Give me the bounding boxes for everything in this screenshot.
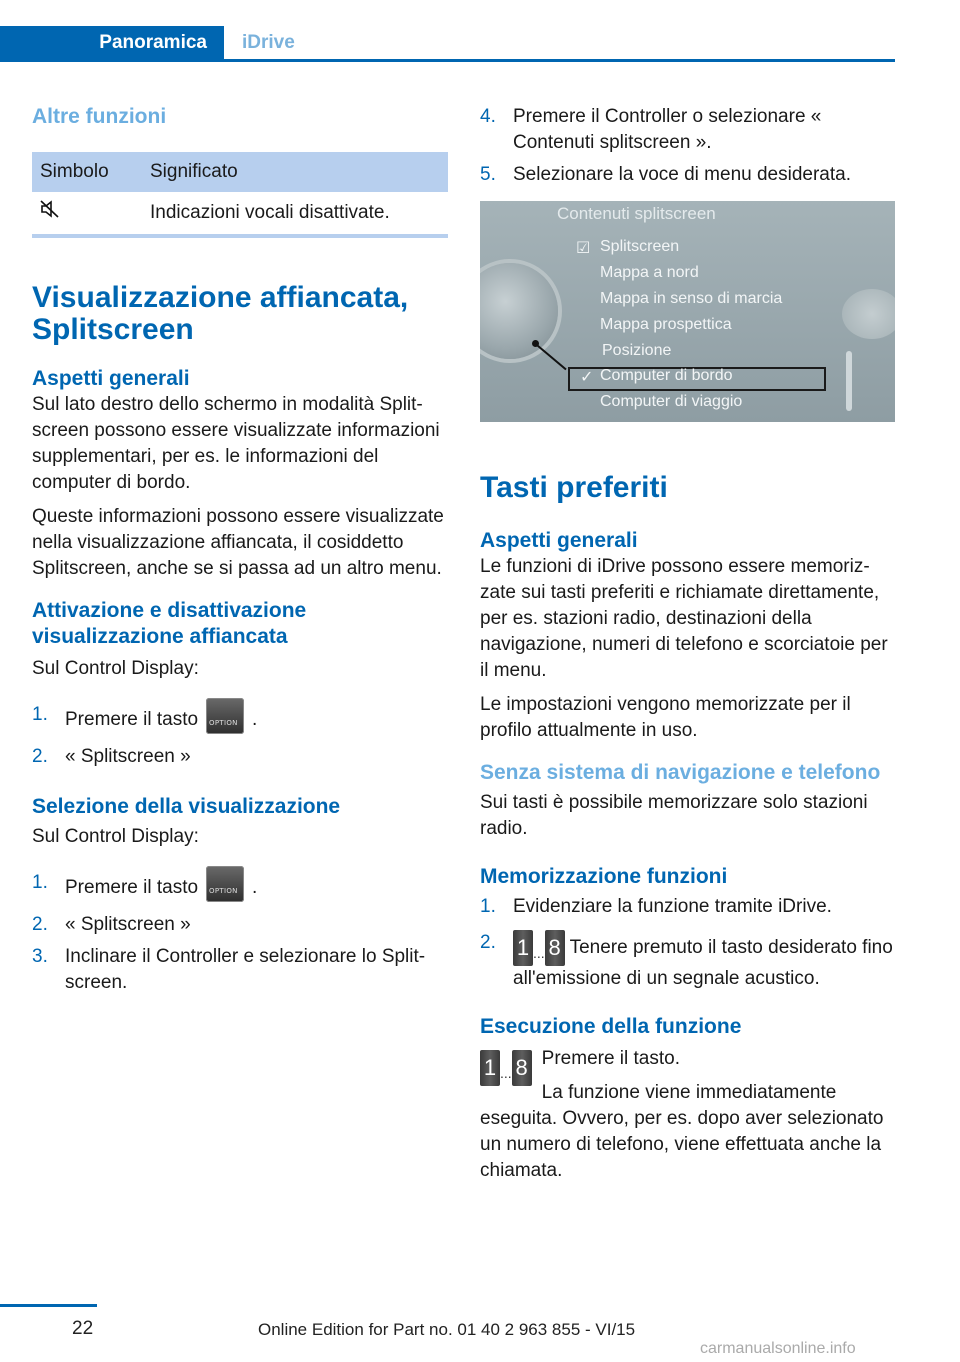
exec-heading: Esecuzione della funzione — [480, 1015, 742, 1038]
list-item: 2. « Splitscreen » — [32, 914, 191, 935]
general-paragraph-1: Sul lato destro dello schermo in modalità Splitscreen possono essere visualizzate informazioni supplementari, per es. le informazioni del computer di bordo. — [32, 394, 440, 493]
splitscreen-menu-screenshot — [480, 201, 895, 422]
menu-item: Computer di bordo — [600, 367, 733, 384]
store-steps — [480, 894, 896, 992]
menu-item: Mappa a nord — [600, 264, 699, 281]
dots: ... — [533, 945, 545, 961]
table-cell-meaning: Indicazioni vocali disattivate. — [142, 192, 448, 236]
list-item: 1. Premere il tasto OPTION . — [32, 702, 448, 738]
right-knob-icon — [842, 289, 895, 339]
table-cell-symbol — [32, 192, 142, 236]
favorites-paragraph-2: Le impostazioni vengono memorizzate per il profilo attualmente in uso. — [480, 694, 851, 741]
menu-item: Mappa prospettica — [600, 316, 732, 333]
page-number: 22 — [72, 1318, 94, 1339]
activation-steps — [32, 702, 448, 770]
controller-knob-icon — [480, 263, 558, 359]
edition-text: Online Edition for Part no. 01 40 2 963 855 - VI/15 — [258, 1320, 636, 1339]
dots: ... — [500, 1065, 512, 1081]
list-item: 5. Selezionare la voce di menu desiderata. — [480, 164, 851, 185]
key-1-icon: 1 — [513, 930, 533, 966]
list-item: 4. Premere il Controller o selezionare « Contenuti splitscreen ». — [480, 106, 822, 153]
menu-item: Mappa in senso di marcia — [600, 290, 783, 307]
right-column — [480, 100, 896, 188]
selection-steps — [32, 870, 448, 996]
selection-intro: Sul Control Display: — [32, 826, 199, 847]
favorites-title: Tasti preferiti — [480, 471, 668, 504]
exec-line-2: La funzione viene immediatamente eseguita. Ovvero, per es. dopo aver selezionato un numero di telefono, viene effettuata anche la chiamata. — [480, 1082, 884, 1181]
option-button-icon: OPTION — [206, 698, 244, 734]
continued-steps — [480, 104, 896, 188]
left-column — [32, 100, 448, 996]
exec-keys — [480, 1050, 532, 1086]
general-heading: Aspetti generali — [32, 367, 190, 390]
screen-title: Contenuti splitscreen — [557, 204, 716, 223]
menu-item: Computer di viaggio — [600, 393, 743, 410]
list-item: 2. « Splitscreen » — [32, 746, 191, 767]
checkmark-icon: ✓ — [580, 369, 594, 386]
header-rule — [0, 59, 895, 62]
menu-item: Splitscreen — [600, 238, 680, 255]
key-8-icon: 8 — [512, 1050, 532, 1086]
table-header-meaning: Significato — [142, 152, 448, 192]
tab-idrive[interactable]: iDrive — [242, 32, 295, 53]
favorites-paragraph-1: Le funzioni di iDrive possono essere memorizzate sui tasti preferiti e richiamate direttamente, per es. stazioni radio, destinazioni della navigazione, numeri di telefono e scorciatoie per il menu. — [480, 556, 888, 681]
splitscreen-title: Visualizzazione affiancata, Splitscreen — [32, 281, 409, 346]
scroll-indicator — [846, 351, 852, 411]
favorites-general-heading: Aspetti generali — [480, 529, 638, 552]
speaker-muted-icon — [40, 202, 60, 223]
key-1-icon: 1 — [480, 1050, 500, 1086]
list-item: 1. Premere il tasto OPTION . — [32, 870, 448, 906]
pointer-line — [535, 343, 567, 370]
nonav-heading: Senza sistema di navigazione e telefono — [480, 761, 881, 784]
watermark: carmanualsonline.info — [700, 1340, 856, 1357]
section-title: Altre funzioni — [32, 105, 167, 128]
list-item: 1. Evidenziare la funzione tramite iDrive. — [480, 896, 832, 917]
symbol-table — [32, 152, 448, 238]
option-button-icon: OPTION — [206, 866, 244, 902]
store-heading: Memorizzazione funzioni — [480, 865, 728, 888]
key-8-icon: 8 — [545, 930, 565, 966]
exec-block — [480, 1046, 896, 1184]
right-column-lower — [480, 472, 896, 1184]
exec-line-1: Premere il tasto. — [541, 1048, 680, 1069]
activation-heading: Attivazione e disattivazione visualizzazione affiancata — [32, 599, 307, 648]
menu-item: Posizione — [602, 342, 672, 359]
footer-rule — [0, 1304, 97, 1307]
table-header-symbol: Simbolo — [32, 152, 142, 192]
checkbox-checked-icon: ☑ — [576, 240, 591, 257]
list-item: 3. Inclinare il Controller e selezionare lo Splitscreen. — [32, 946, 426, 993]
list-item: 2. 1 ... 8 Tenere premuto il tasto desiderato fino all'emissione di un segnale acustico. — [480, 932, 893, 989]
table-row — [32, 192, 448, 236]
header — [0, 0, 895, 62]
tab-panoramica[interactable]: Panoramica — [0, 26, 224, 60]
activation-intro: Sul Control Display: — [32, 658, 199, 679]
general-paragraph-2: Queste informazioni possono essere visualizzate nella visualizzazione affiancata, il cosiddetto Splitscreen, anche se si passa ad un altro menu. — [32, 506, 444, 579]
nonav-paragraph: Sui tasti è possibile memorizzare solo stazioni radio. — [480, 792, 868, 839]
selection-heading: Selezione della visualizzazione — [32, 795, 341, 818]
